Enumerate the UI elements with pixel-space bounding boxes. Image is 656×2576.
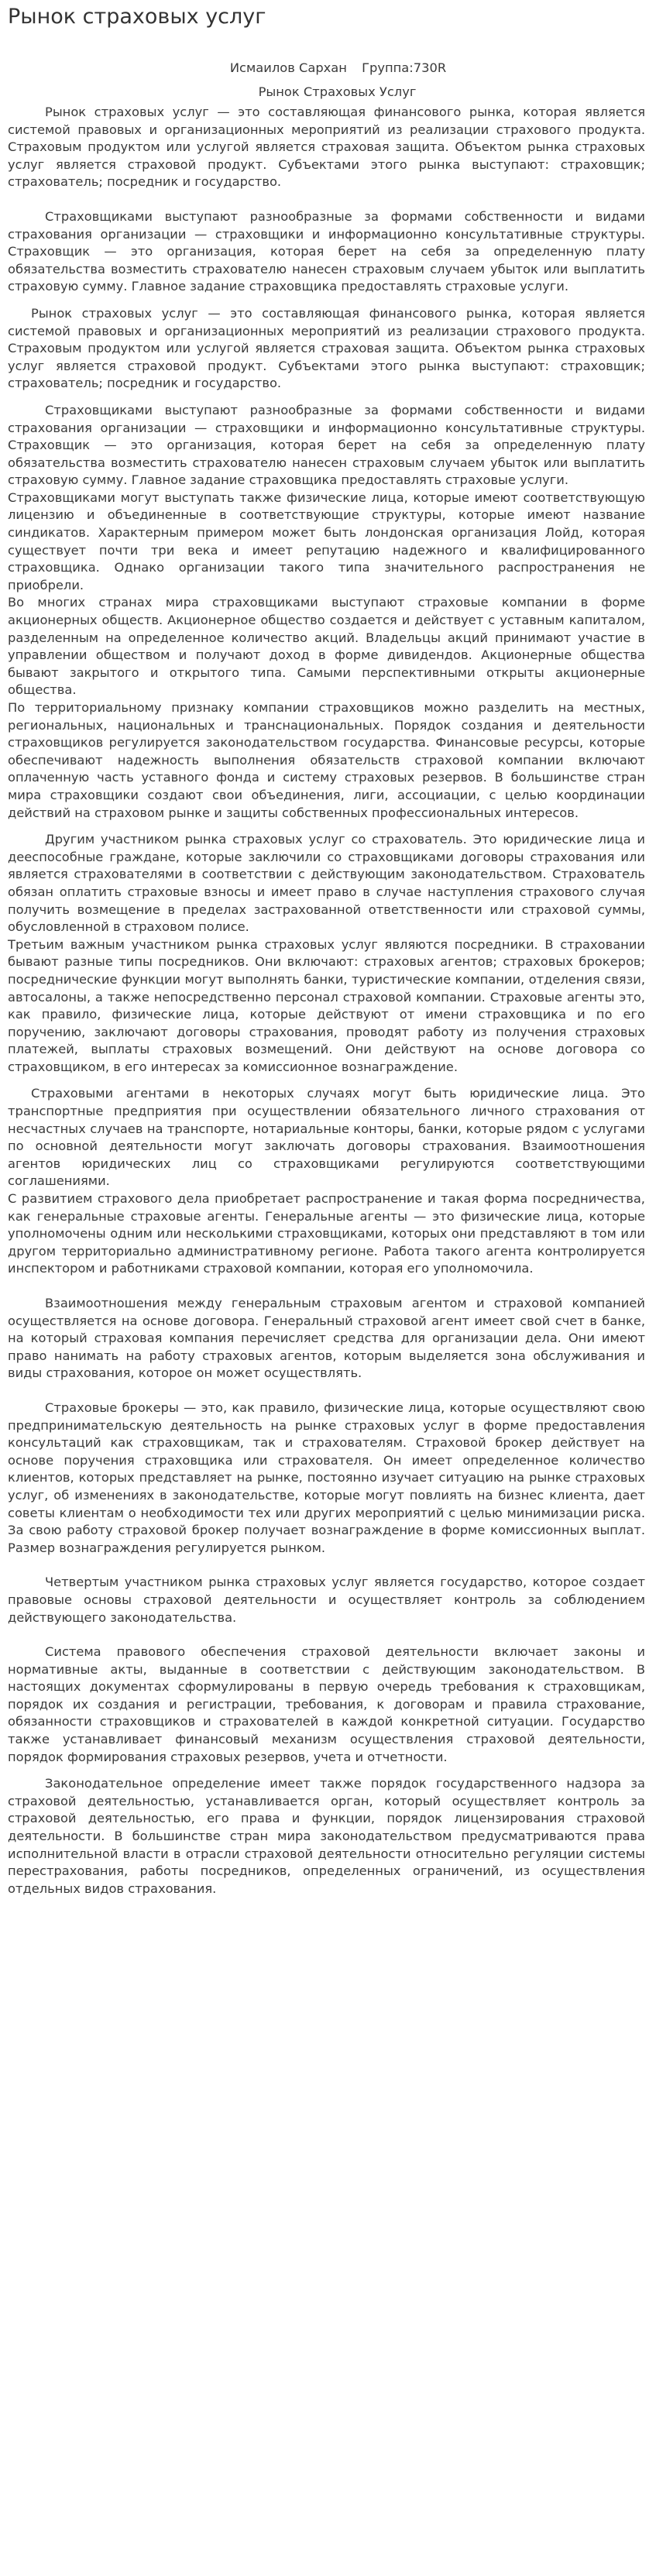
paragraph: Во многих странах мира страховщиками выступают страховые компании в форме акционерных обществ. Акционерное общество создается и действует с уставным капиталом, разделенным на определенное количество акций. Владельцы акций принимают участие в управлении обществом и получают доход в форме дивидендов. Акционерные общества бывают закрытого и открытого типа. Самыми перспективными открыты акционерные общества. [8, 595, 645, 698]
paragraph: Четвертым участником рынка страховых услуг является государство, которое создает правовые основы страховой деятельности и осуществляет контроль за соблюдением действующего законодательства. [8, 1575, 645, 1625]
paragraph: Рынок страховых услуг — это составляющая финансового рынка, которая является системой правовых и организационных мероприятий из реализации страхового продукта. Страховым продуктом или услугой является страховая защита. Объектом рынка страховых услуг является страховой продукт. Субъектами этого рынка выступают: страховщик; страхователь; посредник и государство. [8, 305, 645, 391]
document-title: Рынок страховых услуг [8, 5, 266, 29]
author-name: Исмаилов Сархан [229, 60, 347, 75]
paragraph: Страховщиками могут выступать также физические лица, которые имеют соответствующую лицензию и объединенные в соответствующие структуры, которые имеют название синдикатов. Характерным примером может быть лондонская организация Лойд, которая существует почти три века и имеет репутацию надежного и квалифицированного страховщика. Однако организации такого типа значительного распространения не приобрели. [8, 489, 645, 592]
paragraph: Страховые брокеры — это, как правило, физические лица, которые осуществляют свою предпринимательскую деятельность на рынке страховых услуг в форме предоставления консультаций как страховщикам, так и страхователям. Страховой брокер действует на основе поручения страховщика или страхователя. Он имеет определенное количество клиентов, которых представляет на рынке, постоянно изучает ситуацию на рынке страховых услуг, об изменениях в законодательстве, которые могут повлиять на бизнес клиента, дает советы клиентам о необходимости тех или других мероприятий с целью минимизации риска. За свою работу страховой брокер получает вознаграждение в форме комиссионных выплат. Размер вознаграждения регулируется рынком. [8, 1400, 645, 1555]
group-label: Группа:730R [362, 60, 447, 75]
paragraph: По территориальному признаку компании страховщиков можно разделить на местных, региональных, национальных и транснациональных. Порядок создания и деятельности страховщиков регулируется законодательством государства. Финансовые ресурсы, которые обеспечивают надежность выполнения обязательств страховой компании включают оплаченную часть уставного фонда и систему страховых резервов. В большинстве стран мира страховщики создают свои объединения, лиги, ассоциации, с целью координации действий на страховом рынке и защиты собственных профессиональных интересов. [8, 700, 645, 820]
paragraph: Система правового обеспечения страховой деятельности включает законы и нормативные акты, выданные в соответствии с действующим законодательством. В настоящих документах сформулированы в первую очередь требования к страховщикам, порядок их создания и регистрации, требования, к договорам и правила страхование, обязанности страховщиков и страхователей в каждой конкретной ситуации. Государство также устанавливает финансовый механизм осуществления страховой деятельности, порядок формирования страховых резервов, учета и отчетности. [8, 1644, 645, 1764]
paragraph: Законодательное определение имеет также порядок государственного надзора за страховой деятельностью, устанавливается орган, который осуществляет контроль за страховой деятельностью, его права и функции, порядок лицензирования страховой деятельности. В большинстве стран мира законодательством предусматриваются права исполнительной власти в отрасли страховой деятельности относительно регуляции системы перестрахования, работы посредников, определенных ограничений, из осуществления отдельных видов страхования. [8, 1776, 645, 1896]
paragraph: Другим участником рынка страховых услуг со страхователь. Это юридические лица и дееспособные граждане, которые заключили со страховщиками договоры страхования или является страхователями в соответствии с действующим законодательством. Страхователь обязан оплатить страховые взносы и имеет право в случае наступления страхового случая получить возмещение в пределах застрахованной ответственности или страховой суммы, обусловленной в страховом полисе. [8, 832, 645, 935]
paragraph: Страховщиками выступают разнообразные за формами собственности и видами страхования организации — страховщики и информационно консультативные структуры. Страховщик — это организация, которая берет на себя за определенную плату обязательства возместить страхователю нанесен страховым случаем убыток или выплатить страховую сумму. Главное задание страховщика предоставлять страховые услуги. [8, 208, 645, 294]
paragraph: Взаимоотношения между генеральным страховым агентом и страховой компанией осуществляется на основе договора. Генеральный страховой агент имеет свой счет в банке, на который страховая компания перечисляет средства для организации дела. Они имеют право нанимать на работу страховых агентов, которым выделяется зона обслуживания и виды страхования, которое он может осуществлять. [8, 1296, 645, 1381]
paragraph: Страховщиками выступают разнообразные за формами собственности и видами страхования организации — страховщики и информационно консультативные структуры. Страховщик — это организация, которая берет на себя за определенную плату обязательства возместить страхователю нанесен страховым случаем убыток или выплатить страховую сумму. Главное задание страховщика предоставлять страховые услуги. [8, 402, 645, 488]
paragraph: С развитием страхового дела приобретает распространение и такая форма посредничества, как генеральные страховые агенты. Генеральные агенты — это физические лица, которые уполномочены одним или несколькими страховщиками, которых они представляют в том или другом территориально административному регионе. Работа такого агента контролируется инспектором и работниками страховой компании, которая его уполномочила. [8, 1191, 645, 1276]
paragraph: Третьим важным участником рынка страховых услуг являются посредники. В страховании бывают разные типы посредников. Они включают: страховых агентов; страховых брокеров; посреднические функции могут выполнять банки, туристические компании, отделения связи, автосалоны, а также непосредственно персонал страховой компании. Страховые агенты это, как правило, физические лица, которые действуют от имени страховщика и по его поручению, заключают договоры страхования, проводят работу из получения страховых платежей, выплаты страховых возмещений. Они действуют на основе договора со страховщиком, в его интересах за комиссионное вознаграждение. [8, 936, 645, 1074]
document-subtitle: Рынок Страховых Услуг [258, 84, 417, 99]
paragraph: Страховыми агентами в некоторых случаях могут быть юридические лица. Это транспортные предприятия при осуществлении обязательного личного страхования от несчастных случаев на транспорте, нотариальные конторы, банки, которые рядом с услугами по основной деятельности могут заключать договоры страхования. Взаимоотношения агентов юридических лиц со страховщиками регулируются соответствующими соглашениями. [8, 1086, 645, 1189]
paragraph: Рынок страховых услуг — это составляющая финансового рынка, которая является системой правовых и организационных мероприятий из реализации страхового продукта. Страховым продуктом или услугой является страховая защита. Объектом рынка страховых услуг является страховой продукт. Субъектами этого рынка выступают: страховщик; страхователь; посредник и государство. [8, 105, 645, 190]
author-line [8, 56, 645, 81]
document-body [8, 56, 645, 1898]
